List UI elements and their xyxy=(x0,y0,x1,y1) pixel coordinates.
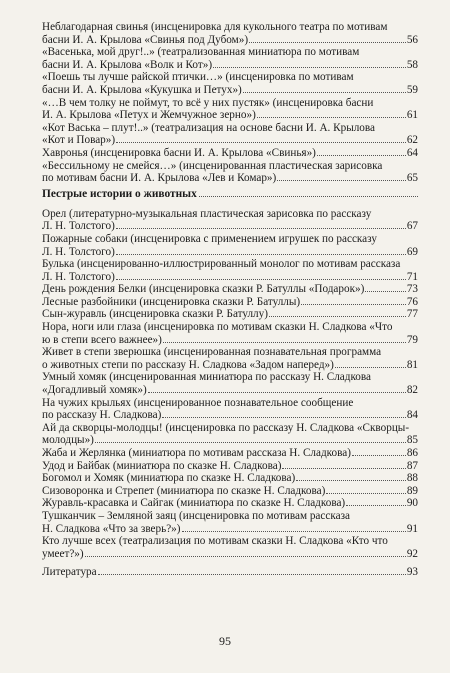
toc-list-fables xyxy=(42,21,418,185)
toc-entry xyxy=(42,510,418,535)
toc-entry xyxy=(42,447,418,460)
dot-leader xyxy=(98,574,406,575)
toc-entry xyxy=(42,308,418,321)
toc-list-literature xyxy=(42,566,418,579)
toc-entry-line: «Поешь ты лучше райской птички…» (инсценировка по мотивам xyxy=(42,71,354,84)
dot-leader xyxy=(116,142,406,143)
toc-entry-line: Ай да скворцы-молодцы! (инсценировка по рассказу Н. Сладкова «Скворцы- xyxy=(42,421,410,434)
toc-entry-page: 73 xyxy=(406,283,418,296)
toc-entry-line: «Кот Васька – плут!..» (театрализация на основе басни И. А. Крылова xyxy=(42,121,375,134)
dot-leader xyxy=(269,316,406,317)
toc-entry-title: по мотивам басни И. А. Крылова «Лев и Комар») xyxy=(42,172,277,185)
dot-leader xyxy=(277,180,406,181)
toc-entry-title: Журавль-красавка и Сайгак (миниатюра по сказке Н. Сладкова) xyxy=(42,497,346,510)
toc-entry-title: по рассказу Н. Сладкова) xyxy=(42,409,162,422)
toc-list-animal-stories xyxy=(42,208,418,561)
dot-leader xyxy=(243,92,406,93)
toc-entry xyxy=(42,283,418,296)
toc-entry-line: «Васенька, мой друг!..» (театрализованная миниатюра по мотивам xyxy=(42,46,360,59)
toc-entry-page: 56 xyxy=(406,33,418,46)
toc-entry-title: Сын-журавль (инсценировка сказки Р. Батуллу) xyxy=(42,308,268,321)
dot-leader xyxy=(163,342,406,343)
toc-entry-page: 82 xyxy=(406,384,418,397)
toc-entry-title: И. А. Крылова «Петух и Жемчужное зерно») xyxy=(42,109,256,122)
toc-entry-title: Л. Н. Толстого) xyxy=(42,245,115,258)
toc-entry-line: На чужих крыльях (инсценированное познавательное сообщение xyxy=(42,396,354,409)
toc-entry-title: Л. Н. Толстого) xyxy=(42,270,115,283)
toc-entry-title: Лесные разбойники (инсценировка сказки Р. Батуллы) xyxy=(42,295,301,308)
toc-entry xyxy=(42,147,418,160)
toc-entry xyxy=(42,160,418,185)
toc-entry xyxy=(42,346,418,371)
toc-entry-line: Орел (литературно-музыкальная пластическая зарисовка по рассказу xyxy=(42,207,372,220)
dot-leader xyxy=(182,531,406,532)
toc-entry-line: «…В чем толку не поймут, то всё у них пустяк» (инсценировка басни xyxy=(42,96,374,109)
toc-entry-line: Булька (инсценированно-иллюстрированный монолог по мотивам рассказа xyxy=(42,258,401,271)
section-heading xyxy=(42,188,418,201)
toc-entry xyxy=(42,460,418,473)
toc-entry-page: 90 xyxy=(406,497,418,510)
toc-entry xyxy=(42,397,418,422)
toc-entry-title: Хавронья (инсценировка басни И. А. Крылова «Свинья») xyxy=(42,146,316,159)
toc-entry-title: Жаба и Жерлянка (миниатюра по мотивам рассказа Н. Сладкова) xyxy=(42,447,351,459)
toc-entry-title: Л. Н. Толстого) xyxy=(42,220,115,233)
toc-entry-line: Неблагодарная свинья (инсценировка для кукольного театра по мотивам xyxy=(42,21,388,33)
toc-entry-page: 62 xyxy=(406,134,418,147)
dot-leader xyxy=(365,291,405,292)
dot-leader xyxy=(162,417,405,418)
toc-entry-title: басни И. А. Крылова «Свинья под Дубом») xyxy=(42,33,249,46)
toc-entry-page: 71 xyxy=(406,270,418,283)
toc-entry-title: Н. Сладкова «Что за зверь?») xyxy=(42,522,181,535)
dot-leader xyxy=(199,196,418,197)
toc-entry-line: Пожарные собаки (инсценировка с применением игрушек по рассказу xyxy=(42,232,377,245)
toc-entry xyxy=(42,122,418,147)
page-number: 95 xyxy=(219,634,231,648)
toc-entry xyxy=(42,258,418,283)
toc-entry xyxy=(42,208,418,233)
toc-entry-title: о животных степи по рассказу Н. Сладкова «Задом наперед») xyxy=(42,358,334,371)
dot-leader xyxy=(116,254,406,255)
toc-entry-page: 58 xyxy=(406,58,418,71)
toc-entry-title: «Догадливый хомяк») xyxy=(42,384,147,397)
toc-entry xyxy=(42,422,418,447)
toc-entry-page: 93 xyxy=(406,566,418,579)
toc-entry-literature xyxy=(42,566,418,579)
toc-entry-page: 61 xyxy=(406,109,418,122)
toc-entry-page: 89 xyxy=(406,484,418,497)
toc-entry xyxy=(42,485,418,498)
toc-entry-title: умеет?») xyxy=(42,547,84,560)
toc-entry-title: «Кот и Повар») xyxy=(42,134,116,147)
section-title: Пестрые истории о животных xyxy=(42,187,197,200)
toc-entry xyxy=(42,497,418,510)
dot-leader xyxy=(249,42,406,43)
toc-entry xyxy=(42,371,418,396)
toc-entry-page: 76 xyxy=(406,295,418,308)
toc-entry-page: 92 xyxy=(406,547,418,560)
toc-entry-page: 67 xyxy=(406,220,418,233)
dot-leader xyxy=(257,117,406,118)
toc-entry-title: ю в степи всего важнее») xyxy=(42,333,162,346)
dot-leader xyxy=(326,493,405,494)
dot-leader xyxy=(301,304,406,305)
toc-entry-line: Тушканчик – Земляной заяц (инсценировка по мотивам рассказа xyxy=(42,509,350,522)
toc-entry-page: 64 xyxy=(406,146,418,159)
toc-entry-line: Кто лучше всех (театрализация по мотивам сказки Н. Сладкова «Кто что xyxy=(42,535,388,548)
toc-entry-title: басни И. А. Крылова «Кукушка и Петух») xyxy=(42,83,242,96)
toc-entry-page: 84 xyxy=(406,409,418,422)
toc-entry-line: «Бессильному не смейся…» (инсценированная пластическая зарисовка xyxy=(42,159,383,172)
toc-entry-line: Нора, ноги или глаза (инсценировка по мотивам сказки Н. Сладкова «Что xyxy=(42,321,393,334)
toc-entry-page: 59 xyxy=(406,83,418,96)
toc-entry-title: Литература xyxy=(42,566,97,579)
toc-entry-page: 87 xyxy=(406,459,418,472)
toc-entry xyxy=(42,21,418,46)
dot-leader xyxy=(335,367,406,368)
dot-leader xyxy=(116,279,406,280)
toc-entry xyxy=(42,321,418,346)
toc-entry-page: 69 xyxy=(406,245,418,258)
toc-entry-page: 81 xyxy=(406,358,418,371)
toc-entry xyxy=(42,46,418,71)
dot-leader xyxy=(317,155,406,156)
dot-leader xyxy=(213,67,406,68)
toc-entry-page: 65 xyxy=(406,172,418,185)
toc-entry-title: Сизоворонка и Стрепет (миниатюра по сказке Н. Сладкова) xyxy=(42,484,326,497)
toc-entry-page: 86 xyxy=(406,447,418,459)
toc-entry xyxy=(42,472,418,485)
toc-entry-title: Удод и Байбак (миниатюра по сказке Н. Сладкова) xyxy=(42,459,282,472)
toc-entry xyxy=(42,233,418,258)
dot-leader xyxy=(296,480,406,481)
dot-leader xyxy=(148,392,406,393)
dot-leader xyxy=(95,442,406,443)
toc-entry xyxy=(42,296,418,309)
toc-entry-line: Умный хомяк (инсценированная миниатюра по рассказу Н. Сладкова xyxy=(42,371,372,384)
toc-entry-page: 91 xyxy=(406,522,418,535)
toc-entry-page: 77 xyxy=(406,308,418,321)
toc-entry-title: молодцы») xyxy=(42,434,94,447)
dot-leader xyxy=(352,455,406,456)
toc-entry xyxy=(42,97,418,122)
toc-entry xyxy=(42,535,418,560)
toc-entry-page: 85 xyxy=(406,434,418,447)
toc-entry-page: 79 xyxy=(406,333,418,346)
dot-leader xyxy=(116,228,406,229)
toc-entry-line: Живет в степи зверюшка (инсценированная познавательная программа xyxy=(42,346,382,359)
dot-leader xyxy=(85,556,406,557)
toc-entry xyxy=(42,71,418,96)
dot-leader xyxy=(346,505,406,506)
toc-entry-page: 88 xyxy=(406,472,418,485)
dot-leader xyxy=(282,468,405,469)
toc-entry-title: День рождения Белки (инсценировка сказки Р. Батуллы «Подарок») xyxy=(42,283,365,296)
toc-entry-title: Богомол и Хомяк (миниатюра по сказке Н. Сладкова) xyxy=(42,472,296,485)
toc-entry-title: басни И. А. Крылова «Волк и Кот») xyxy=(42,58,213,71)
